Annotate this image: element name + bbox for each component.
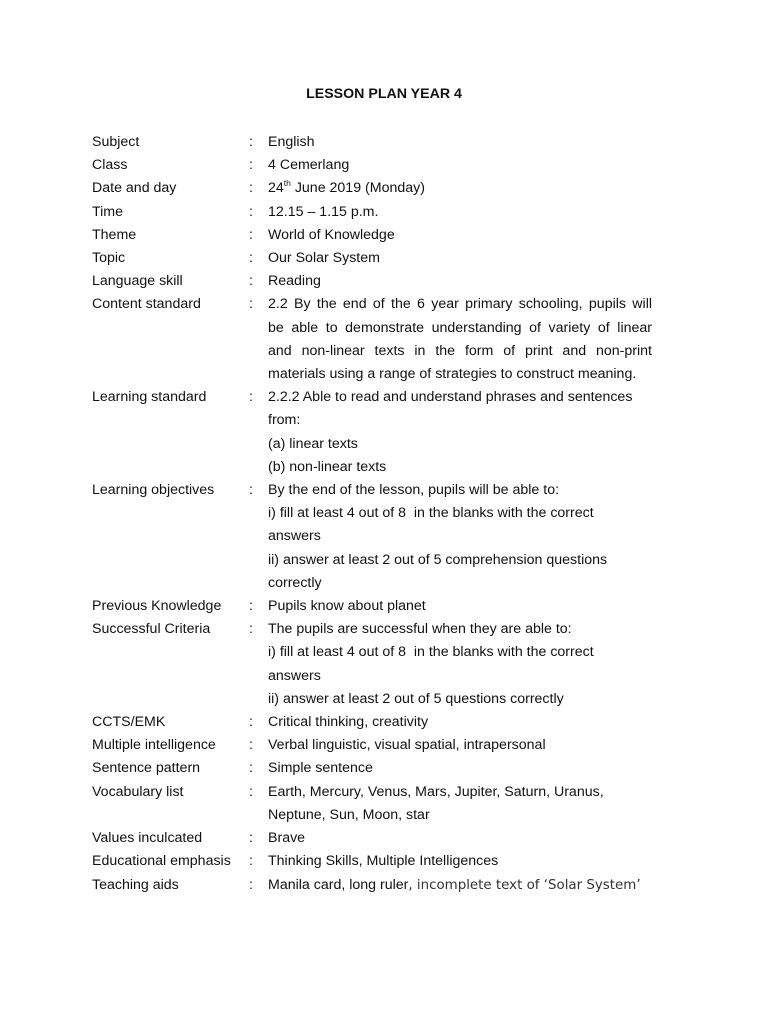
value-line: answers <box>268 528 321 545</box>
field-separator: : <box>249 737 253 754</box>
field-value <box>268 781 652 827</box>
value-line: answers <box>268 667 321 684</box>
field-value <box>268 177 652 200</box>
field-separator: : <box>249 296 253 313</box>
row-educational-emphasis <box>92 850 652 873</box>
row-language-skill <box>92 270 652 293</box>
field-separator: : <box>249 760 253 777</box>
field-value <box>268 757 652 780</box>
row-learning-objectives <box>92 479 652 595</box>
value-line: Reading <box>268 273 321 290</box>
date-day: 24 <box>268 180 284 197</box>
value-line: The pupils are successful when they are able to: <box>268 621 572 638</box>
page-title: LESSON PLAN YEAR 4 <box>306 86 462 102</box>
row-time <box>92 201 652 224</box>
field-value <box>268 850 652 873</box>
row-subject <box>92 131 652 154</box>
value-line <box>268 874 652 897</box>
field-label: Language skill <box>92 273 183 290</box>
row-topic <box>92 247 652 270</box>
field-value <box>268 293 652 386</box>
row-previous-knowledge <box>92 595 652 618</box>
field-label: Learning standard <box>92 389 207 406</box>
field-label: Topic <box>92 250 126 267</box>
value-line: ii) answer at least 2 out of 5 comprehension questions <box>268 551 608 568</box>
row-sentence-pattern <box>92 757 652 780</box>
field-separator: : <box>249 157 253 174</box>
row-learning-standard <box>92 386 652 479</box>
field-label: Educational emphasis <box>92 853 231 870</box>
field-value <box>268 479 652 595</box>
field-separator: : <box>249 876 253 893</box>
field-separator: : <box>249 830 253 847</box>
value-line: Earth, Mercury, Venus, Mars, Jupiter, Saturn, Uranus, <box>268 783 604 800</box>
value-line: Our Solar System <box>268 250 380 267</box>
field-label: Content standard <box>92 296 201 313</box>
row-theme <box>92 224 652 247</box>
value-line: Pupils know about planet <box>268 598 426 615</box>
field-label: Vocabulary list <box>92 783 184 800</box>
field-label: Teaching aids <box>92 876 179 893</box>
field-separator: : <box>249 180 253 197</box>
field-value <box>268 270 652 293</box>
field-value <box>268 386 652 479</box>
field-label: Theme <box>92 226 137 243</box>
row-multiple-intelligence <box>92 734 652 757</box>
value-line: World of Knowledge <box>268 226 395 243</box>
value-line: 2.2 By the end of the 6 year primary schooling, pupils will <box>268 296 652 313</box>
field-label: Learning objectives <box>92 482 215 499</box>
value-line: be able to demonstrate understanding of variety of linear <box>268 319 652 336</box>
value-line: 2.2.2 Able to read and understand phrases and sentences <box>268 389 633 406</box>
value-line: Neptune, Sun, Moon, star <box>268 806 430 823</box>
field-label: Sentence pattern <box>92 760 201 777</box>
row-vocabulary-list <box>92 781 652 827</box>
field-separator: : <box>249 621 253 638</box>
value-line <box>268 177 652 200</box>
field-separator: : <box>249 482 253 499</box>
value-line: (a) linear texts <box>268 435 358 452</box>
field-label: CCTS/EMK <box>92 714 166 731</box>
row-teaching-aids <box>92 874 652 897</box>
field-value <box>268 595 652 618</box>
field-value <box>268 224 652 247</box>
value-line: correctly <box>268 574 322 591</box>
value-line: 12.15 – 1.15 p.m. <box>268 203 379 220</box>
field-separator: : <box>249 853 253 870</box>
field-value <box>268 131 652 154</box>
value-line: and non-linear texts in the form of print and non-print <box>268 342 652 359</box>
field-value <box>268 874 652 897</box>
row-values-inculcated <box>92 827 652 850</box>
field-label: Time <box>92 203 124 220</box>
value-line: i) fill at least 4 out of 8 in the blanks with the correct <box>268 505 594 522</box>
value-line: from: <box>268 412 301 429</box>
date-suffix: th <box>283 178 291 189</box>
row-content-standard <box>92 293 652 386</box>
field-separator: : <box>249 273 253 290</box>
value-line: English <box>268 134 315 150</box>
field-separator: : <box>249 226 253 243</box>
value-line: By the end of the lesson, pupils will be able to: <box>268 482 560 499</box>
teaching-aids-main: Manila card, long ruler <box>268 876 409 893</box>
row-class <box>92 154 652 177</box>
field-label: Successful Criteria <box>92 621 211 638</box>
field-label: Multiple intelligence <box>92 737 216 754</box>
value-line: Verbal linguistic, visual spatial, intrapersonal <box>268 737 546 754</box>
field-separator: : <box>249 203 253 220</box>
field-label: Previous Knowledge <box>92 598 222 615</box>
teaching-aids-extra: , incomplete text of ‘Solar System’ <box>408 877 641 893</box>
field-value <box>268 618 652 711</box>
field-value <box>268 201 652 224</box>
value-line: ii) answer at least 2 out of 5 questions correctly <box>268 690 564 707</box>
field-separator: : <box>249 134 253 150</box>
lesson-details <box>92 131 652 897</box>
field-value <box>268 827 652 850</box>
field-separator: : <box>249 714 253 731</box>
field-separator: : <box>249 783 253 800</box>
field-label: Subject <box>92 134 140 150</box>
field-label: Class <box>92 157 128 174</box>
value-line: Simple sentence <box>268 760 373 777</box>
value-line: materials using a range of strategies to construct meaning. <box>268 366 637 383</box>
field-separator: : <box>249 250 253 267</box>
field-separator: : <box>249 598 253 615</box>
value-line: Critical thinking, creativity <box>268 714 429 731</box>
field-value <box>268 247 652 270</box>
field-value <box>268 154 652 177</box>
row-ccts-emk <box>92 711 652 734</box>
field-label: Date and day <box>92 180 177 197</box>
row-date-and-day <box>92 177 652 200</box>
value-line: 4 Cemerlang <box>268 157 350 174</box>
field-label: Values inculcated <box>92 830 203 847</box>
field-value <box>268 711 652 734</box>
row-successful-criteria <box>92 618 652 711</box>
value-line: Brave <box>268 830 306 847</box>
field-value <box>268 734 652 757</box>
value-line: Thinking Skills, Multiple Intelligences <box>268 853 499 870</box>
value-line: (b) non-linear texts <box>268 458 387 475</box>
value-line: i) fill at least 4 out of 8 in the blanks with the correct <box>268 644 594 661</box>
field-separator: : <box>249 389 253 406</box>
date-rest: June 2019 (Monday) <box>290 180 425 197</box>
